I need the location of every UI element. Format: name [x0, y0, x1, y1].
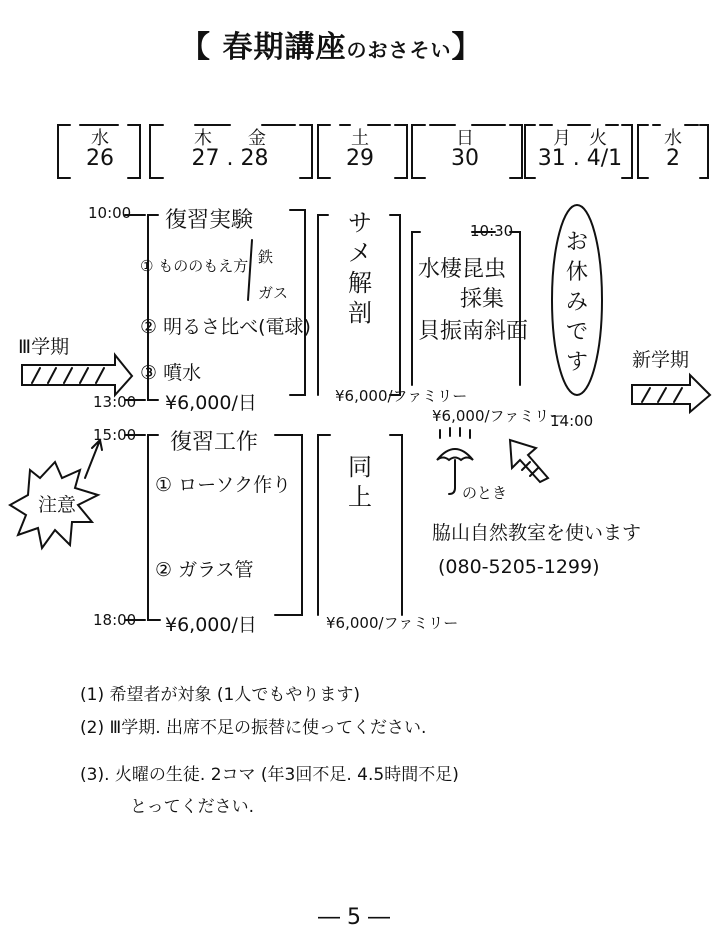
new-term-label: 新学期 [632, 349, 690, 371]
note-1: (1) 希望者が対象 (1人でもやります) [80, 685, 360, 705]
cal-day-5: 月 火 [553, 128, 607, 149]
time-1030: 10:30 [470, 222, 514, 240]
saturday-title: サメ解剖 [348, 209, 372, 327]
cal-date-1: 26 [86, 146, 114, 171]
cal-day-1: 水 [91, 128, 109, 149]
title-main: 【 春期講座 [180, 30, 347, 65]
cal-day-2: 木 金 [194, 128, 266, 149]
time-1800: 18:00 [93, 611, 137, 629]
time-1000: 10:00 [88, 204, 132, 222]
saturday-pm-title: 同上 [348, 453, 372, 511]
rain-label: のとき [462, 484, 508, 502]
title-close: 】 [451, 30, 483, 65]
cal-date-2: 27 . 28 [191, 146, 269, 171]
time-1400: 14:00 [550, 412, 594, 430]
cal-day-3: 土 [351, 128, 369, 149]
cal-date-5: 31 . 4/1 [537, 146, 623, 171]
cal-day-4: 日 [456, 128, 474, 149]
rain-phone: (080-5205-1299) [438, 556, 600, 578]
cal-date-3: 29 [346, 146, 374, 171]
saturday-pm-price: ¥6,000/ファミリー [326, 614, 459, 632]
afternoon-item-1: ① ローソク作り [155, 474, 292, 496]
afternoon-heading: 復習工作 [170, 430, 259, 455]
caution-label: 注意 [38, 494, 77, 516]
note-3: (3). 火曜の生徒. 2コマ (年3回不足. 4.5時間不足) [80, 765, 459, 785]
afternoon-item-2: ② ガラス管 [155, 559, 254, 581]
afternoon-price: ¥6,000/日 [165, 614, 257, 636]
morning-heading: 復習実験 [165, 208, 254, 233]
note-2: (2) Ⅲ学期. 出席不足の振替に使ってください. [80, 718, 427, 738]
sunday-line-1: 水棲昆虫 [418, 257, 507, 282]
morning-price: ¥6,000/日 [165, 392, 257, 414]
page-title [180, 22, 482, 66]
time-1500: 15:00 [93, 426, 137, 444]
title-sub: のおさそい [346, 38, 452, 62]
saturday-price: ¥6,000/ファミリー [335, 387, 468, 405]
cal-date-6: 2 [666, 146, 680, 171]
holiday-note: お休みです [565, 230, 588, 375]
morning-item-3: ③ 噴水 [140, 362, 202, 384]
term-3-label: Ⅲ学期 [18, 336, 70, 358]
morning-item-1-sub-2: ガス [258, 284, 289, 302]
sunday-line-2: 採集 [460, 287, 505, 312]
sunday-line-3: 貝振南斜面 [418, 319, 529, 344]
cal-day-6: 水 [664, 128, 682, 149]
rain-note: 脇山自然教室を使います [432, 522, 642, 544]
page-number: ― 5 ― [318, 905, 390, 930]
cal-date-4: 30 [451, 146, 479, 171]
sunday-price: ¥6,000/ファミリー [432, 407, 565, 425]
morning-item-1-sub-1: 鉄 [258, 248, 274, 266]
morning-item-1: ① もののもえ方 [140, 257, 249, 275]
note-3-cont: とってください. [130, 797, 255, 817]
time-1300: 13:00 [93, 393, 137, 411]
morning-item-2: ② 明るさ比べ(電球) [140, 316, 311, 338]
